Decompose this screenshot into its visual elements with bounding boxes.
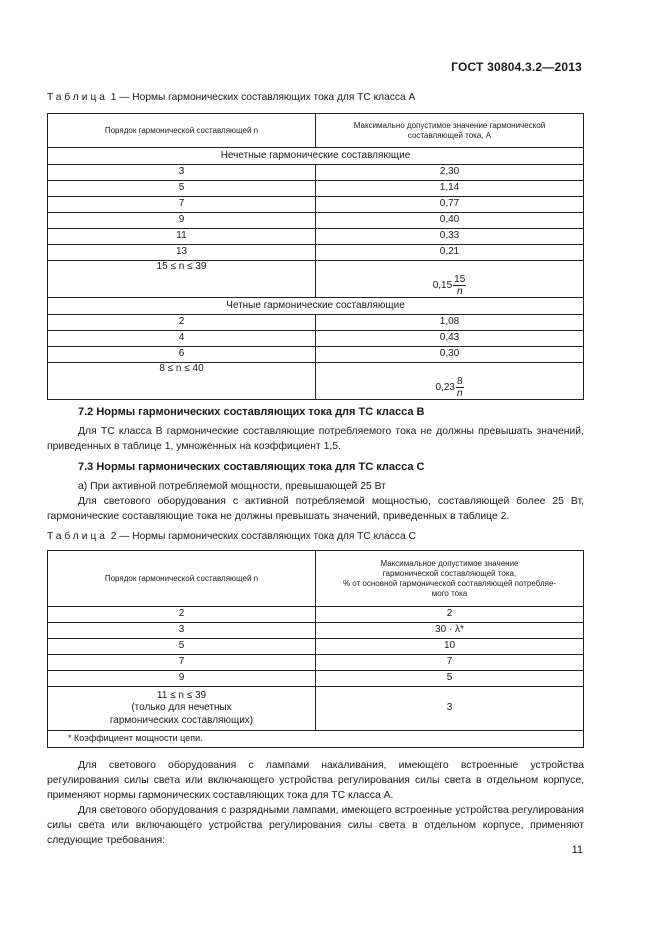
table-row: [48, 229, 584, 245]
table2-footnote: * Коэффициент мощности цепи.: [48, 731, 584, 748]
harmonic-value: 0,77: [316, 197, 584, 213]
harmonic-order: 3: [48, 165, 316, 181]
table1-even-section-row: [48, 298, 584, 315]
table2: [47, 550, 584, 748]
harmonic-value: 0,33: [316, 229, 584, 245]
harmonic-order: 7: [48, 655, 316, 671]
harmonic-value: 0,43: [316, 331, 584, 347]
section-7-2-heading: 7.2 Нормы гармонических составляющих тока для ТС класса В: [78, 406, 425, 418]
table2-col2-header-line: Максимальное допустимое значение: [380, 558, 519, 568]
table-row: [48, 213, 584, 229]
page-number: 11: [571, 844, 583, 856]
harmonic-order: 5: [48, 181, 316, 197]
harmonic-order: 2: [48, 315, 316, 331]
harmonic-order-range: 8 ≤ n ≤ 40: [48, 363, 316, 400]
table1-caption-label: Таблица: [47, 92, 108, 103]
table-row: [48, 607, 584, 623]
harmonic-value: 1,08: [316, 315, 584, 331]
table-row: [48, 639, 584, 655]
table1: [47, 113, 584, 400]
fraction-numerator: 15: [454, 274, 466, 285]
harmonic-order: 9: [48, 213, 316, 229]
table1-even-section: Четные гармонические составляющие: [48, 298, 584, 315]
table-row: [48, 197, 584, 213]
table-row: [48, 655, 584, 671]
table-row-odd-range: [48, 261, 584, 298]
range-line: гармонических составляющих): [109, 714, 254, 726]
table1-col1-header: Порядок гармонической составляющей n: [48, 114, 316, 148]
table2-col2-header-line: мого тока: [431, 588, 468, 598]
harmonic-order: 13: [48, 245, 316, 261]
section-7-2-text: Для ТС класса В гармонические составляющие потребляемого тока не должны превышать значений, приведенных в таблице 1, умноженных на коэффициент 1,5.: [47, 426, 584, 452]
table2-col2-header: [316, 551, 584, 607]
table1-odd-section-row: [48, 148, 584, 165]
table2-col2-header-line: гармонической составляющей тока,: [382, 568, 517, 578]
table1-odd-section: Нечетные гармонические составляющие: [48, 148, 584, 165]
table2-caption-label: Таблица: [47, 531, 108, 542]
harmonic-value: 5: [316, 671, 584, 687]
table2-col1-header: Порядок гармонической составляющей n: [48, 551, 316, 607]
table-row: [48, 315, 584, 331]
para-discharge: Для светового оборудования с разрядными лампами, имеющего встроенные устройства регулирования силы света или включающего устройства регулирования силы света в отдельном корпусе, применяют следующие требования:: [47, 805, 584, 846]
table2-col2-header-line: % от основной гармонической составляющей потребляе-: [342, 578, 557, 588]
table2-header-row: [48, 551, 584, 607]
harmonic-order: 4: [48, 331, 316, 347]
table1-col2-header: Максимально допустимое значение гармонической составляющей тока, А: [316, 114, 584, 148]
harmonic-value: 2,30: [316, 165, 584, 181]
section-7-3-heading: 7.3 Нормы гармонических составляющих тока для ТС класса С: [78, 461, 425, 473]
table1-header-row: [48, 114, 584, 148]
harmonic-order: 5: [48, 639, 316, 655]
fraction-numerator: 8: [456, 376, 463, 387]
formula-coef: 0,15: [432, 280, 453, 292]
harmonic-value: 7: [316, 655, 584, 671]
formula-coef: 0,23: [435, 382, 455, 394]
table1-caption: [47, 92, 415, 103]
section-7-3-item-a: а) При активной потребляемой мощности, превышающей 25 Вт: [78, 481, 387, 492]
table-row: [48, 245, 584, 261]
harmonic-order: 3: [48, 623, 316, 639]
harmonic-value: 2: [316, 607, 584, 623]
harmonic-order: 11: [48, 229, 316, 245]
table-row: [48, 671, 584, 687]
table2-footnote-row: [48, 731, 584, 748]
fraction-denominator: n: [456, 286, 463, 297]
table-row: [48, 331, 584, 347]
table2-caption: [47, 531, 416, 542]
section-7-3-text: Для светового оборудования с активной потребляемой мощностью, составляющей более 25 Вт, гармонические составляющие тока не должны превышать значений, приведенных в таблице 2.: [47, 496, 584, 522]
harmonic-order: 2: [48, 607, 316, 623]
fraction: [456, 376, 464, 399]
harmonic-order: 6: [48, 347, 316, 363]
harmonic-value-formula: [316, 363, 584, 400]
table-row: [48, 623, 584, 639]
table-row-range: [48, 687, 584, 731]
fraction: [453, 274, 466, 297]
harmonic-value-formula: [316, 261, 584, 298]
fraction-denominator: n: [456, 388, 463, 399]
table-row: [48, 347, 584, 363]
table-row: [48, 165, 584, 181]
para-incandescent: Для светового оборудования с лампами накаливания, имеющего встроенные устройства регулирования силы света или включающего устройства регулирования силы света в отдельном корпусе, применяют нормы гармонических составляющих тока для ТС класса А.: [47, 760, 584, 801]
table-row: [48, 181, 584, 197]
table-row-even-range: [48, 363, 584, 400]
harmonic-order-range: 15 ≤ n ≤ 39: [48, 261, 316, 298]
table2-caption-text: 2 — Нормы гармонических составляющих тока для ТС класса С: [107, 531, 416, 542]
table1-caption-text: 1 — Нормы гармонических составляющих тока для ТС класса А: [107, 92, 416, 103]
harmonic-value: 3: [316, 687, 584, 731]
harmonic-value: 1,14: [316, 181, 584, 197]
harmonic-order: 7: [48, 197, 316, 213]
harmonic-order-range: [48, 687, 316, 731]
harmonic-value: 30 · λ*: [316, 623, 584, 639]
range-line: (только для нечетных: [131, 702, 232, 714]
standard-header: ГОСТ 30804.3.2—2013: [451, 60, 582, 74]
harmonic-value: 0,30: [316, 347, 584, 363]
harmonic-value: 0,21: [316, 245, 584, 261]
harmonic-value: 0,40: [316, 213, 584, 229]
harmonic-value: 10: [316, 639, 584, 655]
harmonic-order: 9: [48, 671, 316, 687]
range-line: 11 ≤ n ≤ 39: [156, 689, 207, 701]
